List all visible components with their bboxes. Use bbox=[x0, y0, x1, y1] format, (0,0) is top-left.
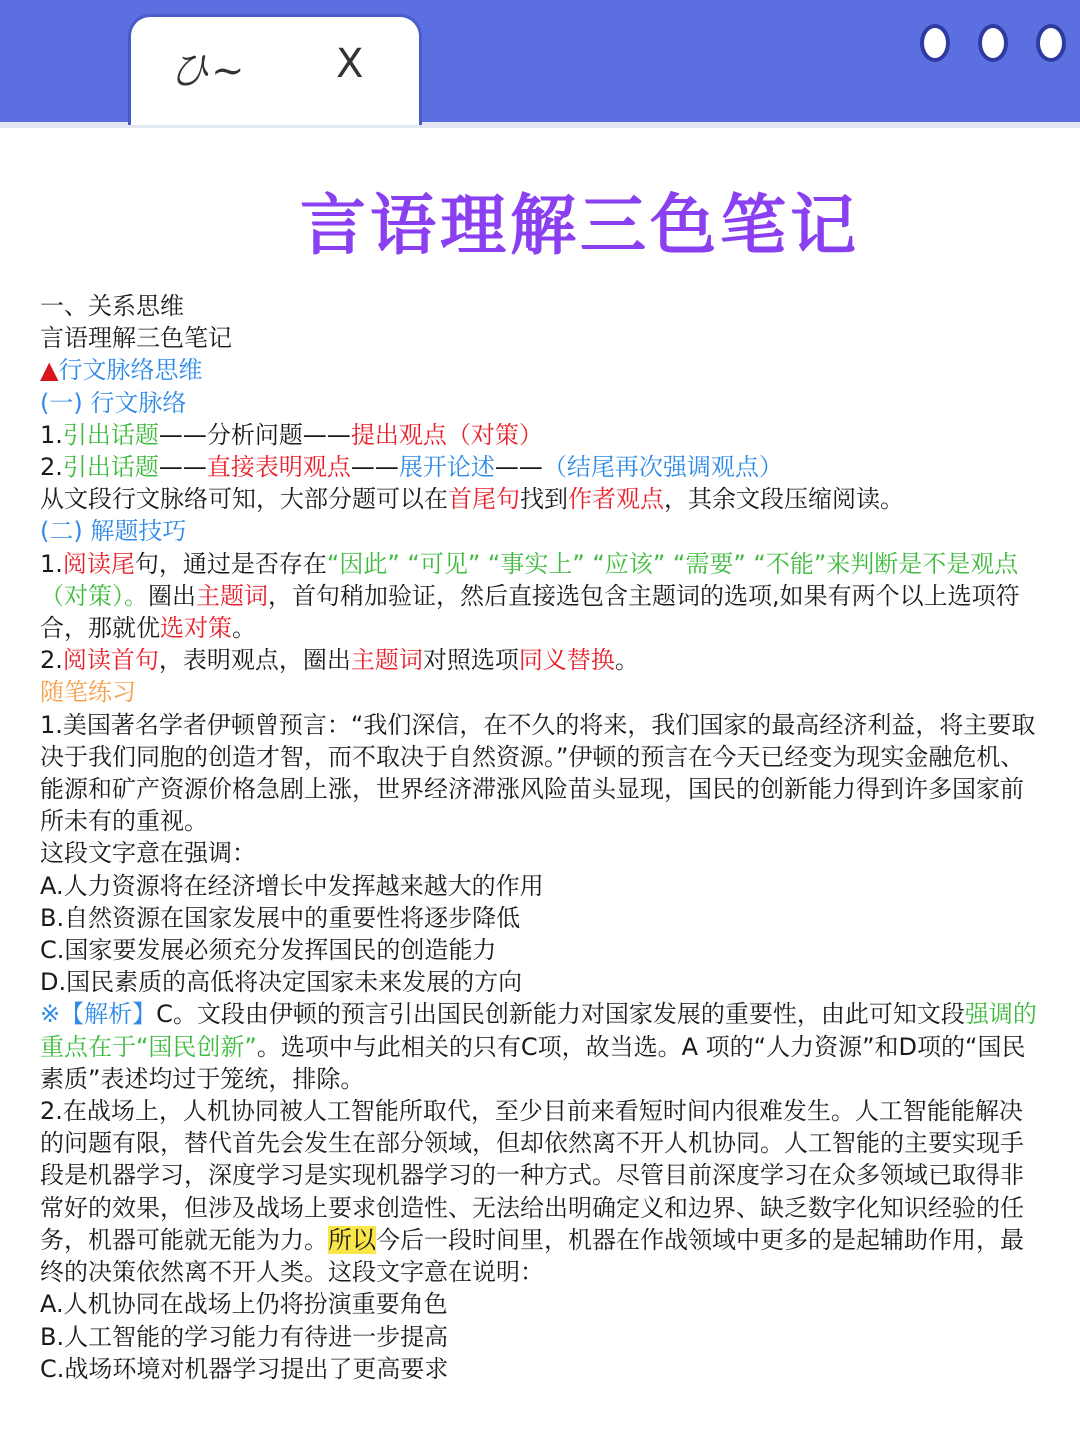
section-subtitle: 言语理解三色笔记 bbox=[40, 324, 232, 353]
part1-heading: (一) 行文脉络 bbox=[40, 388, 187, 417]
practice-heading: 随笔练习 bbox=[40, 678, 136, 707]
part1-line1: 1.引出话题——分析问题——提出观点（对策） bbox=[40, 420, 543, 449]
q1-ask: 这段文字意在强调： bbox=[40, 839, 256, 868]
q2-option: B.人工智能的学习能力有待进一步提高 bbox=[40, 1322, 449, 1351]
q1-stem: 1.美国著名学者伊顿曾预言：“我们深信，在不久的将来，我们国家的最高经济利益，将主要取决于我们同胞的创造才智，而不取决于自然资源。”伊顿的预言在今天已经变为现实金融危机、能源和矿产资源价格急剧上涨，世界经济滞涨风险苗头显现，国民的创新能力得到许多国家前所未有的重视。 bbox=[40, 710, 1036, 836]
part1-line2: 2.引出话题——直接表明观点——展开论述——（结尾再次强调观点） bbox=[40, 453, 783, 482]
part2-tip2: 2.阅读首句，表明观点，圈出主题词对照选项同义替换。 bbox=[40, 646, 639, 675]
window-dot-icon[interactable] bbox=[920, 24, 950, 62]
q1-option: B.自然资源在国家发展中的重要性将逐步降低 bbox=[40, 903, 521, 932]
browser-tab[interactable] bbox=[128, 14, 422, 125]
triangle-heading: ▲行文脉络思维 bbox=[40, 356, 203, 385]
q2-option: A.人机协同在战场上仍将扮演重要角色 bbox=[40, 1290, 448, 1319]
tab-title: ひ~ bbox=[169, 48, 247, 94]
part2-heading: (二) 解题技巧 bbox=[40, 517, 187, 546]
window-controls bbox=[920, 24, 1066, 62]
window-dot-icon[interactable] bbox=[978, 24, 1008, 62]
part1-line3: 从文段行文脉络可知，大部分题可以在首尾句找到作者观点，其余文段压缩阅读。 bbox=[40, 485, 904, 514]
q1-analysis: ※【解析】C。文段由伊顿的预言引出国民创新能力对国家发展的重要性，由此可知文段强调的重点在于“国民创新”。选项中与此相关的只有C项，故当选。A 项的“人力资源”和D项的“国民素质”表述均过于笼统，排除。 bbox=[40, 1000, 1037, 1093]
close-icon[interactable]: X bbox=[336, 41, 364, 87]
q1-option: C.国家要发展必须充分发挥国民的创造能力 bbox=[40, 936, 497, 965]
window-dot-icon[interactable] bbox=[1036, 24, 1066, 62]
triangle-icon: ▲ bbox=[40, 356, 59, 385]
q2-stem: 2.在战场上，人机协同被人工智能所取代，至少目前来看短时间内很难发生。人工智能能解决的问题有限，替代首先会发生在部分领域，但却依然离不开人机协同。人工智能的主要实现手段是机器学习，深度学习是实现机器学习的一种方式。尽管目前深度学习在众多领域已取得非常好的效果，但涉及战场上要求创造性、无法给出明确定义和边界、缺乏数字化知识经验的任务，机器可能就无能为力。所以今后一段时间里，机器在作战领域中更多的是起辅助作用，最终的决策依然离不开人类。这段文字意在说明： bbox=[40, 1097, 1024, 1287]
q1-option: D.国民素质的高低将决定国家未来发展的方向 bbox=[40, 968, 523, 997]
section-heading: 一、关系思维 bbox=[40, 292, 184, 320]
part2-tip1: 1.阅读尾句，通过是否存在“因此” “可见” “事实上” “应该” “需要” “不能”来判断是不是观点（对策）。圈出主题词，首句稍加验证，然后直接选包含主题词的选项,如果有两个以上选项符合，那就优选对策。 bbox=[40, 549, 1020, 643]
q2-option: C.战场环境对机器学习提出了更高要求 bbox=[40, 1354, 449, 1383]
browser-bar bbox=[0, 0, 1080, 128]
page-title: 言语理解三色笔记 bbox=[300, 187, 860, 264]
notes-content bbox=[40, 290, 1045, 1385]
highlight: 所以 bbox=[328, 1225, 376, 1254]
q1-option: A.人力资源将在经济增长中发挥越来越大的作用 bbox=[40, 871, 544, 900]
